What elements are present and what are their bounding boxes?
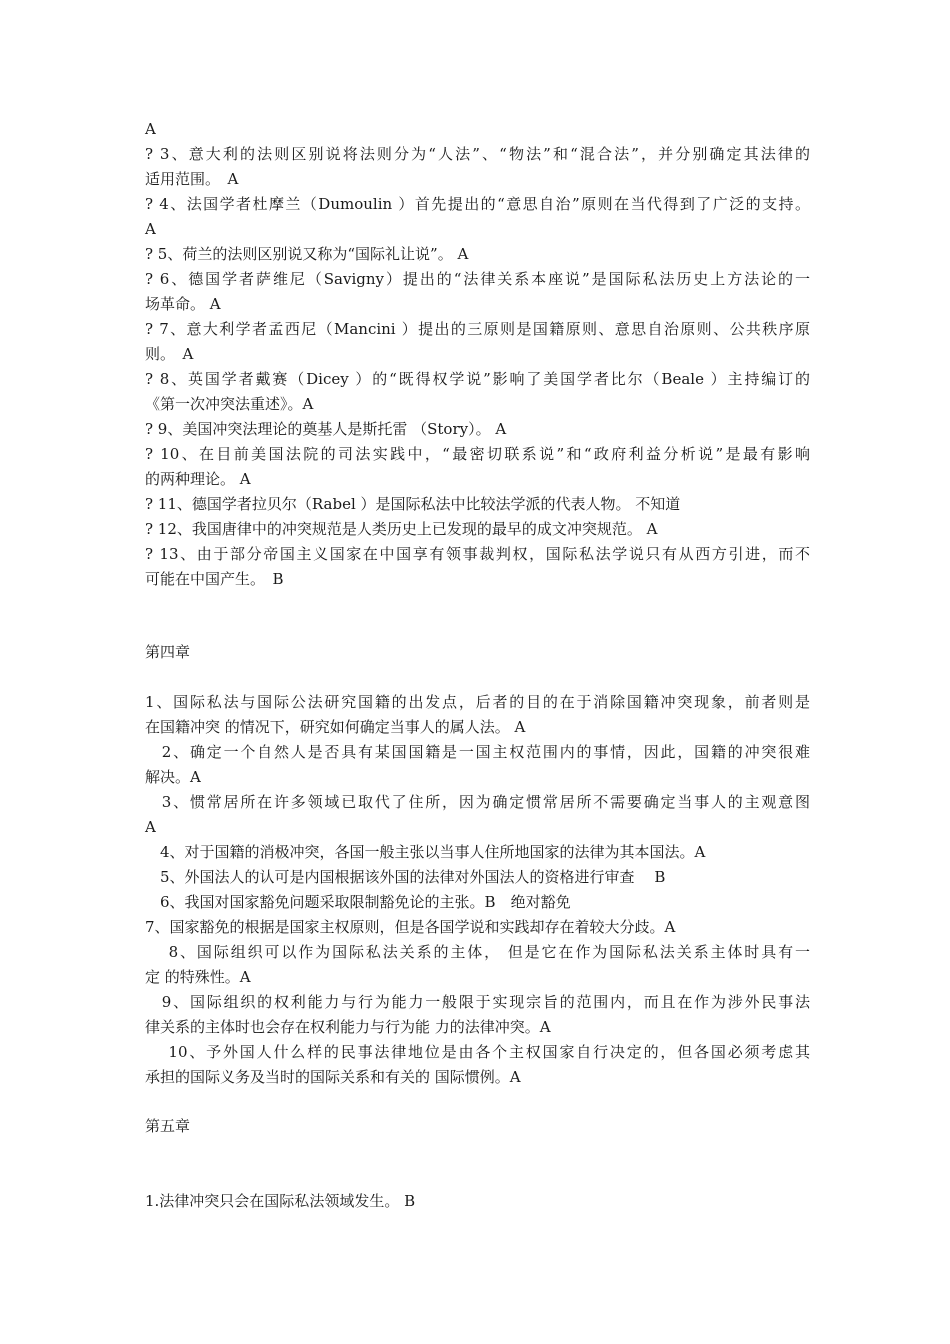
ch3-item-4-line1: ? 4、法国学者杜摩兰（Dumoulin ）首先提出的“意思自治”原则在当代得到了广泛的支持。 [145, 195, 810, 213]
ch4-item-5: 5、外国法人的认可是内国根据该外国的法律对外国法人的资格进行审查 B [145, 868, 666, 886]
ch4-item-8-line2: 定 的特殊性。A [145, 968, 251, 986]
ch4-item-8-line1: 8、国际组织可以作为国际私法关系的主体， 但是它在作为国际私法关系主体时具有一 [145, 943, 810, 961]
ch3-item-9: ? 9、美国冲突法理论的奠基人是斯托雷 （Story）。 A [145, 420, 507, 438]
ch4-item-2-line2: 解决。A [145, 768, 201, 786]
ch3-item-12: ? 12、我国唐律中的冲突规范是人类历史上已发现的最早的成文冲突规范。 A [145, 520, 658, 538]
ch4-item-3-line2: A [145, 818, 156, 836]
ch3-item-5: ? 5、荷兰的法则区别说又称为“国际礼让说”。 A [145, 245, 469, 263]
ch3-item-3-line2: 适用范围。 A [145, 170, 239, 188]
ch3-item-7-line2: 则。 A [145, 345, 194, 363]
ch4-item-3-line1: 3、惯常居所在许多领域已取代了住所，因为确定惯常居所不需要确定当事人的主观意图 [145, 793, 810, 811]
ch3-item-11: ? 11、德国学者拉贝尔（Rabel ）是国际私法中比较法学派的代表人物。 不知道 [145, 495, 681, 513]
ch3-item-13-line2: 可能在中国产生。 B [145, 570, 284, 588]
ch3-item-8-line1: ? 8、英国学者戴赛（Dicey ）的“既得权学说”影响了美国学者比尔（Beale ）主持编订的 [145, 370, 810, 388]
ch4-item-1-line2: 在国籍冲突 的情况下，研究如何确定当事人的属人法。 A [145, 718, 526, 736]
ch3-item-6-line1: ? 6、德国学者萨维尼（Savigny）提出的“法律关系本座说”是国际私法历史上方法论的一 [145, 270, 810, 288]
ch4-item-4: 4、对于国籍的消极冲突，各国一般主张以当事人住所地国家的法律为其本国法。A [145, 843, 706, 861]
ch3-item-3-line1: ? 3、意大利的法则区别说将法则分为“人法”、“物法”和“混合法”，并分别确定其法律的 [145, 145, 810, 163]
ch3-item-6-line2: 场革命。 A [145, 295, 221, 313]
ch4-item-10-line1: 10、予外国人什么样的民事法律地位是由各个主权国家自行决定的，但各国必须考虑其 [145, 1043, 810, 1061]
ch3-item-8-line2: 《第一次冲突法重述》。A [145, 395, 314, 413]
ch4-item-1-line1: 1、国际私法与国际公法研究国籍的出发点，后者的目的在于消除国籍冲突现象，前者则是 [145, 693, 810, 711]
ch4-item-6: 6、我国对国家豁免问题采取限制豁免论的主张。B 绝对豁免 [145, 893, 571, 911]
ch5-item-1: 1.法律冲突只会在国际私法领域发生。 B [145, 1192, 416, 1210]
ch3-answer-line: A [145, 120, 156, 138]
ch4-item-9-line2: 律关系的主体时也会存在权利能力与行为能 力的法律冲突。A [145, 1018, 551, 1036]
ch3-item-10-line2: 的两种理论。 A [145, 470, 251, 488]
chapter-5-title: 第五章 [145, 1117, 191, 1135]
ch4-item-7: 7、国家豁免的根据是国家主权原则，但是各国学说和实践却存在着较大分歧。A [145, 918, 676, 936]
ch3-item-4-line2: A [145, 220, 156, 238]
ch4-item-10-line2: 承担的国际义务及当时的国际关系和有关的 国际惯例。A [145, 1068, 521, 1086]
ch4-item-9-line1: 9、国际组织的权利能力与行为能力一般限于实现宗旨的范围内，而且在作为涉外民事法 [145, 993, 810, 1011]
ch3-item-7-line1: ? 7、意大利学者孟西尼（Mancini ）提出的三原则是国籍原则、意思自治原则、公共秩序原 [145, 320, 810, 338]
ch3-item-10-line1: ? 10、在目前美国法院的司法实践中，“最密切联系说”和“政府利益分析说”是最有影响 [145, 445, 810, 463]
ch4-item-2-line1: 2、确定一个自然人是否具有某国国籍是一国主权范围内的事情，因此，国籍的冲突很难 [145, 743, 810, 761]
ch3-item-13-line1: ? 13、由于部分帝国主义国家在中国享有领事裁判权，国际私法学说只有从西方引进，而不 [145, 545, 810, 563]
chapter-4-title: 第四章 [145, 643, 191, 661]
